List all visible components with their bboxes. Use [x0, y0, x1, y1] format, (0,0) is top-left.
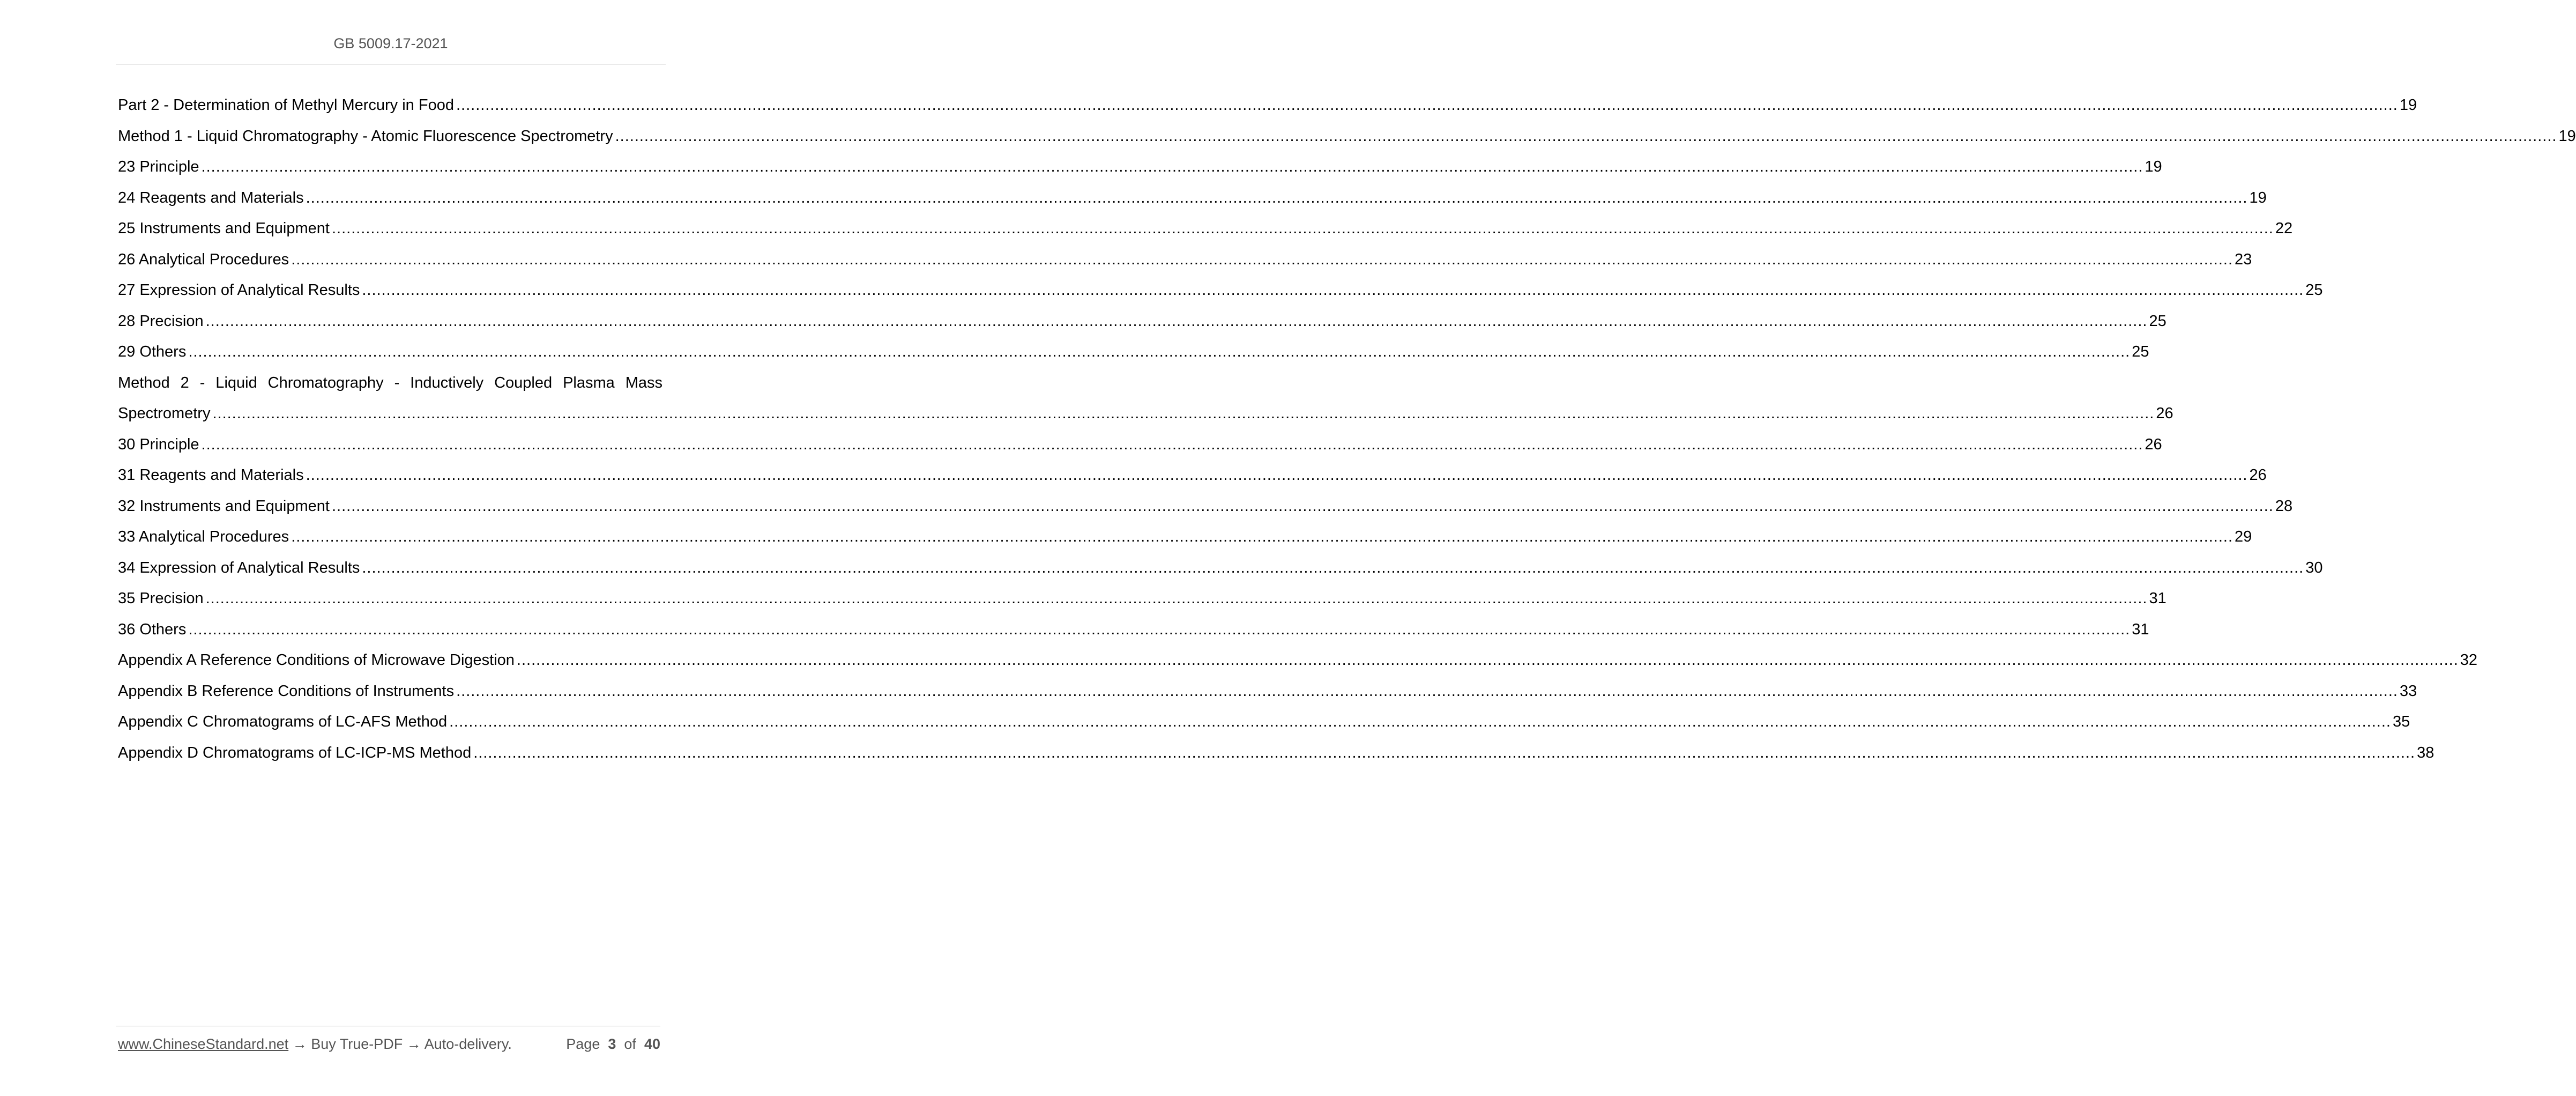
toc-entry-page: 31: [2132, 620, 2149, 638]
toc-entry[interactable]: [118, 121, 2576, 152]
toc-entry-page: 26: [2249, 466, 2267, 484]
toc-entry[interactable]: [118, 183, 2267, 214]
toc-leader-dots: ................................................................................................................................................................................................................................................................................................................................................................................................................: [331, 220, 2274, 237]
toc-leader-dots: ................................................................................................................................................................................................................................................................................................................................................................................................................: [188, 620, 2131, 638]
toc-leader-dots: ................................................................................................................................................................................................................................................................................................................................................................................................................: [331, 497, 2274, 515]
toc-entry-title: 34 Expression of Analytical Results: [118, 559, 360, 576]
toc-leader-dots: ................................................................................................................................................................................................................................................................................................................................................................................................................: [449, 713, 2391, 730]
toc-entry-title: 25 Instruments and Equipment: [118, 220, 330, 237]
toc-entry-page: 19: [2249, 189, 2267, 206]
toc-leader-dots: ................................................................................................................................................................................................................................................................................................................................................................................................................: [362, 282, 2304, 299]
toc-leader-dots: ................................................................................................................................................................................................................................................................................................................................................................................................................: [201, 158, 2143, 175]
toc-entry-title: Appendix C Chromatograms of LC-AFS Method: [118, 713, 448, 730]
toc-entry[interactable]: [118, 491, 2293, 522]
toc-entry-title: 36 Others: [118, 620, 187, 638]
toc-entry[interactable]: [118, 738, 2434, 769]
page-word: Page: [566, 1036, 600, 1052]
page-footer: [118, 1036, 660, 1053]
toc-entry-page: 29: [2235, 528, 2252, 545]
toc-entry-page: 38: [2417, 744, 2434, 761]
toc-leader-dots: ................................................................................................................................................................................................................................................................................................................................................................................................................: [212, 405, 2155, 422]
toc-entry-title: Appendix D Chromatograms of LC-ICP-MS Method: [118, 744, 472, 761]
toc-entry-title: 32 Instruments and Equipment: [118, 497, 330, 515]
toc-entry-page: 25: [2149, 312, 2166, 330]
toc-entry-page: 33: [2399, 682, 2417, 700]
toc-entry-page: 31: [2149, 590, 2166, 607]
footer-promo-text: → Buy True-PDF → Auto-delivery.: [288, 1036, 512, 1052]
toc-entry-page: 26: [2145, 435, 2162, 453]
toc-entry-title: 35 Precision: [118, 590, 204, 607]
table-of-contents: [118, 90, 2576, 768]
toc-leader-dots: ................................................................................................................................................................................................................................................................................................................................................................................................................: [516, 651, 2459, 669]
toc-entry-title: 29 Others: [118, 343, 187, 360]
toc-entry-title: Spectrometry: [118, 405, 211, 422]
toc-entry[interactable]: [118, 90, 2417, 121]
toc-entry-title: Part 2 - Determination of Methyl Mercury in Food: [118, 97, 454, 114]
toc-entry-page: 22: [2275, 220, 2293, 237]
toc-entry-title: Method 2 - Liquid Chromatography - Inductively Coupled Plasma Mass: [118, 374, 662, 391]
toc-entry[interactable]: [118, 614, 2149, 646]
toc-leader-dots: ................................................................................................................................................................................................................................................................................................................................................................................................................: [188, 343, 2131, 360]
page-counter: [566, 1036, 660, 1053]
toc-entry-page: 23: [2235, 250, 2252, 268]
website-link[interactable]: www.ChineseStandard.net: [118, 1036, 289, 1052]
toc-entry-title: Method 1 - Liquid Chromatography - Atomic Fluorescence Spectrometry: [118, 127, 613, 145]
toc-leader-dots: ................................................................................................................................................................................................................................................................................................................................................................................................................: [456, 682, 2398, 700]
footer-promo: [118, 1036, 512, 1053]
toc-entry-title: Appendix B Reference Conditions of Instruments: [118, 682, 455, 700]
toc-leader-dots: ................................................................................................................................................................................................................................................................................................................................................................................................................: [473, 744, 2416, 761]
toc-entry-page: 28: [2275, 497, 2293, 515]
toc-entry-title: 31 Reagents and Materials: [118, 466, 304, 484]
toc-entry[interactable]: [118, 460, 2267, 491]
toc-entry[interactable]: [118, 306, 2166, 337]
toc-entry-page: 19: [2399, 97, 2417, 114]
toc-entry[interactable]: [118, 337, 2149, 368]
toc-entry-page: 35: [2392, 713, 2410, 730]
toc-entry-page: 25: [2305, 282, 2323, 299]
toc-entry[interactable]: [118, 676, 2417, 707]
toc-entry[interactable]: [118, 213, 2293, 245]
toc-entry-wrapped-line[interactable]: [118, 368, 662, 399]
toc-leader-dots: ................................................................................................................................................................................................................................................................................................................................................................................................................: [306, 189, 2248, 206]
toc-entry[interactable]: [118, 645, 2478, 676]
toc-entry[interactable]: [118, 707, 2410, 738]
toc-entry-title: 33 Analytical Procedures: [118, 528, 289, 545]
toc-entry-page: 19: [2145, 158, 2162, 175]
toc-entry-page: 32: [2460, 651, 2478, 669]
toc-entry-title: 23 Principle: [118, 158, 199, 175]
toc-leader-dots: ................................................................................................................................................................................................................................................................................................................................................................................................................: [201, 435, 2143, 453]
toc-entry-title: 24 Reagents and Materials: [118, 189, 304, 206]
toc-entry[interactable]: [118, 553, 2323, 584]
toc-entry[interactable]: [118, 245, 2252, 276]
toc-leader-dots: ................................................................................................................................................................................................................................................................................................................................................................................................................: [205, 312, 2148, 330]
document-id-header: GB 5009.17-2021: [333, 35, 448, 51]
page-of: of: [624, 1036, 636, 1052]
toc-leader-dots: ................................................................................................................................................................................................................................................................................................................................................................................................................: [306, 466, 2248, 484]
toc-entry-title: 26 Analytical Procedures: [118, 250, 289, 268]
toc-entry[interactable]: [118, 522, 2252, 553]
toc-entry[interactable]: [118, 275, 2323, 306]
toc-leader-dots: ................................................................................................................................................................................................................................................................................................................................................................................................................: [205, 590, 2148, 607]
page-current: 3: [608, 1036, 616, 1052]
toc-entry[interactable]: [118, 398, 2173, 429]
toc-entry[interactable]: [118, 152, 2162, 183]
toc-entry-page: 25: [2132, 343, 2149, 360]
toc-entry-page: 19: [2558, 127, 2576, 145]
page-total: 40: [644, 1036, 660, 1052]
toc-entry-title: 28 Precision: [118, 312, 204, 330]
toc-leader-dots: ................................................................................................................................................................................................................................................................................................................................................................................................................: [291, 528, 2233, 545]
toc-leader-dots: ................................................................................................................................................................................................................................................................................................................................................................................................................: [615, 127, 2557, 145]
toc-entry-page: 30: [2305, 559, 2323, 576]
toc-entry-title: Appendix A Reference Conditions of Microwave Digestion: [118, 651, 515, 669]
toc-entry-title: 30 Principle: [118, 435, 199, 453]
toc-leader-dots: ................................................................................................................................................................................................................................................................................................................................................................................................................: [291, 250, 2233, 268]
toc-leader-dots: ................................................................................................................................................................................................................................................................................................................................................................................................................: [362, 559, 2304, 576]
toc-leader-dots: ................................................................................................................................................................................................................................................................................................................................................................................................................: [456, 97, 2398, 114]
toc-entry-title: 27 Expression of Analytical Results: [118, 282, 360, 299]
toc-entry[interactable]: [118, 583, 2166, 614]
toc-entry[interactable]: [118, 429, 2162, 461]
toc-entry-page: 26: [2156, 405, 2173, 422]
